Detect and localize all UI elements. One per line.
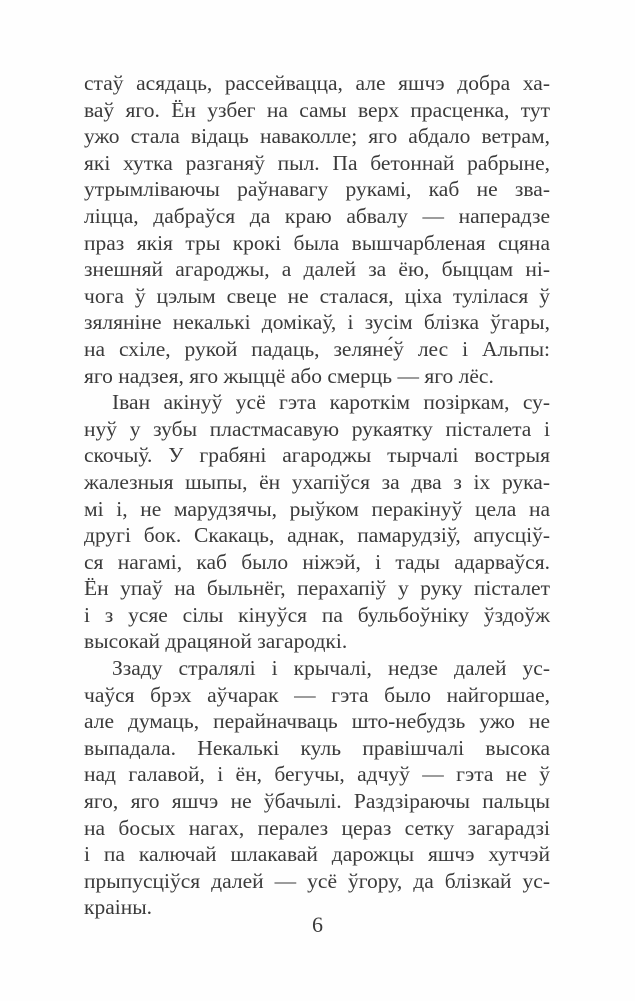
text-line: другі бок. Скакаць, аднак, памарудзіў, апусціў- (84, 523, 550, 548)
text-line: праз якія тры крокі была вышчарбленая сцяна (84, 230, 550, 255)
text-line: Іван акінуў усё гэта кароткім позіркам, су- (112, 390, 550, 415)
text-line: зяляніне некалькі домікаў, і зусім блізка ўгары, (84, 310, 550, 335)
text-line: але думаць, перайначваць што-небудзь ужо не (84, 709, 550, 734)
text-line: утрымліваючы раўнавагу рукамі, каб не зва- (84, 177, 550, 202)
text-line: ваў яго. Ён узбег на самы верх прасценка, тут (84, 97, 550, 122)
text-line: ліцца, дабраўся да краю абвалу — наперадзе (84, 203, 550, 228)
text-line: над галавой, і ён, бегучы, адчуў — гэта не ў (84, 762, 550, 787)
text-line: Ён упаў на быльнёг, перахапіў у руку пісталет (84, 576, 550, 601)
text-line: краіны. (84, 895, 153, 920)
text-line: ся нагамі, каб было ніжэй, і тады адарваўся. (84, 549, 550, 574)
text-line: выпадала. Некалькі куль правішчалі высока (84, 735, 550, 760)
text-line: на босых нагах, пералез цераз сетку загарадзі (84, 815, 550, 840)
text-line: жалезныя шыпы, ён ухапіўся за два з іх рука- (84, 469, 550, 494)
text-line: яго, яго яшчэ не ўбачылі. Раздзіраючы пальцы (84, 789, 550, 814)
text-line: высокай драцяной загародкі. (84, 629, 348, 654)
text-line: і па калючай шлакавай дарожцы яшчэ хутчэй (84, 842, 550, 867)
text-line: і з усяе сілы кінуўся па бульбоўніку ўздоўж (84, 602, 550, 627)
text-line: нуў у зубы пластмасавую рукаятку пісталета і (84, 416, 550, 441)
text-line: чога ў цэлым свеце не сталася, ціха тулілася ў (84, 283, 550, 308)
text-line: знешняй агароджы, а далей за ёю, быццам ні- (84, 257, 550, 282)
text-line: чаўся брэх аўчарак — гэта было найгоршае, (84, 682, 550, 707)
text-line: яго надзея, яго жыццё або смерць — яго лёс. (84, 363, 494, 388)
text-line: скочыў. У грабяні агароджы тырчалі вострыя (84, 443, 550, 468)
text-line: мі і, не марудзячы, рыўком перакінуў цела на (84, 496, 550, 521)
text-line: прыпусціўся далей — усё ўгору, да блізкай ус- (84, 868, 550, 893)
page-text (84, 70, 550, 921)
text-line: на схіле, рукой падаць, зеляне́ў лес і Альпы: (84, 336, 550, 361)
paragraph (84, 655, 550, 921)
text-line: Ззаду стралялі і крычалі, недзе далей ус- (112, 656, 550, 681)
text-line: ужо стала відаць наваколле; яго абдало ветрам, (84, 124, 550, 149)
page-number: 6 (312, 912, 323, 937)
paragraph (84, 70, 550, 389)
paragraph (84, 389, 550, 655)
text-line: стаў асядаць, рассейвацца, але яшчэ добра ха- (84, 71, 550, 95)
text-line: які хутка разганяў пыл. Па бетоннай рабрыне, (84, 150, 550, 175)
